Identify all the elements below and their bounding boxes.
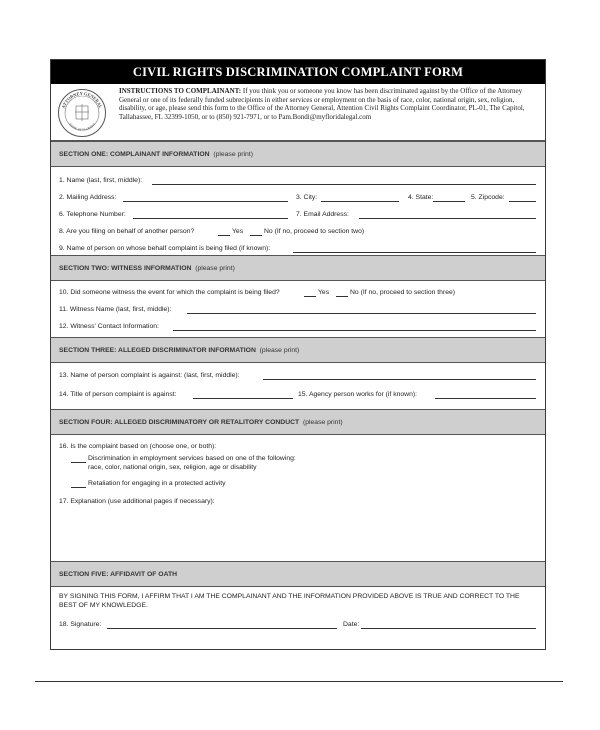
section-three-title: SECTION THREE: ALLEGED DISCRIMINATOR INFORMATION bbox=[59, 347, 256, 354]
section-two-note: (please print) bbox=[195, 265, 235, 272]
on-behalf-no-blank[interactable] bbox=[250, 235, 262, 236]
witness-no-label: No (If no, proceed to section three) bbox=[350, 289, 456, 296]
witness-yes-blank[interactable] bbox=[304, 296, 316, 297]
behalf-name-label: 9. Name of person on whose behalf complaint is being filed (if known): bbox=[59, 245, 271, 252]
accused-title-field[interactable] bbox=[193, 398, 293, 399]
behalf-name-field[interactable] bbox=[293, 252, 536, 253]
attorney-general-seal-icon bbox=[57, 88, 107, 138]
section-three-header bbox=[51, 337, 545, 363]
witness-no-blank[interactable] bbox=[336, 296, 348, 297]
on-behalf-yes-label: Yes bbox=[232, 228, 244, 235]
date-label: Date: bbox=[343, 621, 360, 628]
section-four-body bbox=[51, 435, 545, 561]
complaint-form bbox=[50, 59, 546, 650]
name-label: 1. Name (last, first, middle): bbox=[59, 177, 143, 184]
zipcode-label: 5. Zipcode: bbox=[471, 194, 505, 201]
on-behalf-no-label: No (If no, proceed to section two) bbox=[264, 228, 365, 235]
city-field[interactable] bbox=[321, 201, 399, 202]
instructions-block bbox=[51, 84, 545, 141]
witness-name-label: 11. Witness Name (last, first, middle): bbox=[59, 306, 172, 313]
on-behalf-yes-blank[interactable] bbox=[218, 235, 230, 236]
section-three-note: (please print) bbox=[259, 347, 300, 354]
svg-text:ATTORNEY GENERAL: ATTORNEY GENERAL bbox=[60, 90, 104, 109]
agency-field[interactable] bbox=[435, 398, 536, 399]
discrimination-option-blank[interactable] bbox=[71, 462, 86, 463]
section-one-note: (please print) bbox=[213, 151, 253, 158]
section-two-body bbox=[51, 281, 545, 337]
witness-name-field[interactable] bbox=[187, 313, 536, 314]
section-five-title: SECTION FIVE: AFFIDAVIT OF OATH bbox=[59, 571, 178, 578]
section-one-body bbox=[51, 167, 545, 255]
instructions-label: INSTRUCTIONS TO COMPLAINANT: bbox=[119, 87, 242, 95]
telephone-label: 6. Telephone Number: bbox=[59, 211, 126, 218]
retaliation-option-label: Retaliation for engaging in a protected activity bbox=[88, 480, 226, 487]
accused-name-field[interactable] bbox=[263, 379, 536, 380]
section-five-body bbox=[51, 587, 545, 647]
instructions-body: If you think you or someone you know has been discriminated against by the Office of the Attorney General or one of its federally funded subrecipients in either services or employment on the basis of race, color, national origin, sex, religion, disability, or age, please send this form to the Office of the Attorney General, Attention Civil Rights Complaint Coordinator, PL-01, The Capitol, Tallahassee, FL 32399-1050, or to (850) 921-7971, or to Pam.Bondi@myfloridalegal.com bbox=[119, 87, 525, 121]
section-four-title: SECTION FOUR: ALLEGED DISCRIMINATORY OR RETALITORY CONDUCT bbox=[59, 419, 300, 426]
section-three-body bbox=[51, 363, 545, 409]
zipcode-field[interactable] bbox=[509, 201, 536, 202]
section-four-header bbox=[51, 409, 545, 435]
form-title: CIVIL RIGHTS DISCRIMINATION COMPLAINT FORM bbox=[51, 60, 545, 84]
witness-contact-label: 12. Witness' Contact Information: bbox=[59, 323, 159, 330]
signature-field[interactable] bbox=[107, 628, 337, 629]
telephone-field[interactable] bbox=[133, 218, 288, 219]
complaint-basis-label: 16. Is the complaint based on (choose one, or both): bbox=[59, 443, 217, 450]
instructions-text bbox=[119, 87, 539, 121]
oath-text: BY SIGNING THIS FORM, I AFFIRM THAT I AM THE COMPLAINANT AND THE INFORMATION PROVIDED ABOVE IS TRUE AND CORRECT TO THE BEST OF MY KNOWLEDGE. bbox=[59, 593, 520, 609]
email-label: 7. Email Address: bbox=[296, 211, 349, 218]
explanation-label: 17. Explanation (use additional pages if necessary): bbox=[59, 498, 215, 505]
witness-contact-field[interactable] bbox=[173, 330, 536, 331]
mailing-address-field[interactable] bbox=[123, 201, 288, 202]
signature-label: 18. Signature: bbox=[59, 621, 102, 628]
agency-label: 15. Agency person works for (if known): bbox=[298, 391, 417, 398]
section-one-title: SECTION ONE: COMPLAINANT INFORMATION bbox=[59, 151, 210, 158]
name-field[interactable] bbox=[152, 184, 536, 185]
witness-yes-label: Yes bbox=[318, 289, 330, 296]
explanation-field[interactable] bbox=[226, 497, 536, 547]
discrimination-option-line2: race, color, national origin, sex, religion, age or disability bbox=[88, 464, 257, 471]
retaliation-option-blank[interactable] bbox=[71, 487, 86, 488]
section-two-header bbox=[51, 255, 545, 281]
svg-text:STATE OF FLORIDA: STATE OF FLORIDA bbox=[68, 122, 96, 133]
accused-name-label: 13. Name of person complaint is against: (last, first, middle): bbox=[59, 372, 240, 379]
on-behalf-question: 8. Are you filing on behalf of another person? bbox=[59, 228, 195, 235]
date-field[interactable] bbox=[361, 628, 536, 629]
accused-title-label: 14. Title of person complaint is against: bbox=[59, 391, 177, 398]
section-four-note: (please print) bbox=[302, 419, 343, 426]
discrimination-option-line1: Discrimination in employment services based on one of the following: bbox=[88, 455, 296, 462]
section-one-header bbox=[51, 141, 545, 167]
email-field[interactable] bbox=[359, 218, 536, 219]
section-two-title: SECTION TWO: WITNESS INFORMATION bbox=[59, 265, 192, 272]
witness-question: 10. Did someone witness the event for which the complaint is being filed? bbox=[59, 289, 280, 296]
city-label: 3. City: bbox=[296, 194, 318, 201]
state-label: 4. State: bbox=[408, 194, 434, 201]
state-field[interactable] bbox=[433, 201, 465, 202]
section-five-header bbox=[51, 561, 545, 587]
mailing-address-label: 2. Mailing Address: bbox=[59, 194, 117, 201]
footer-rule bbox=[35, 681, 563, 682]
